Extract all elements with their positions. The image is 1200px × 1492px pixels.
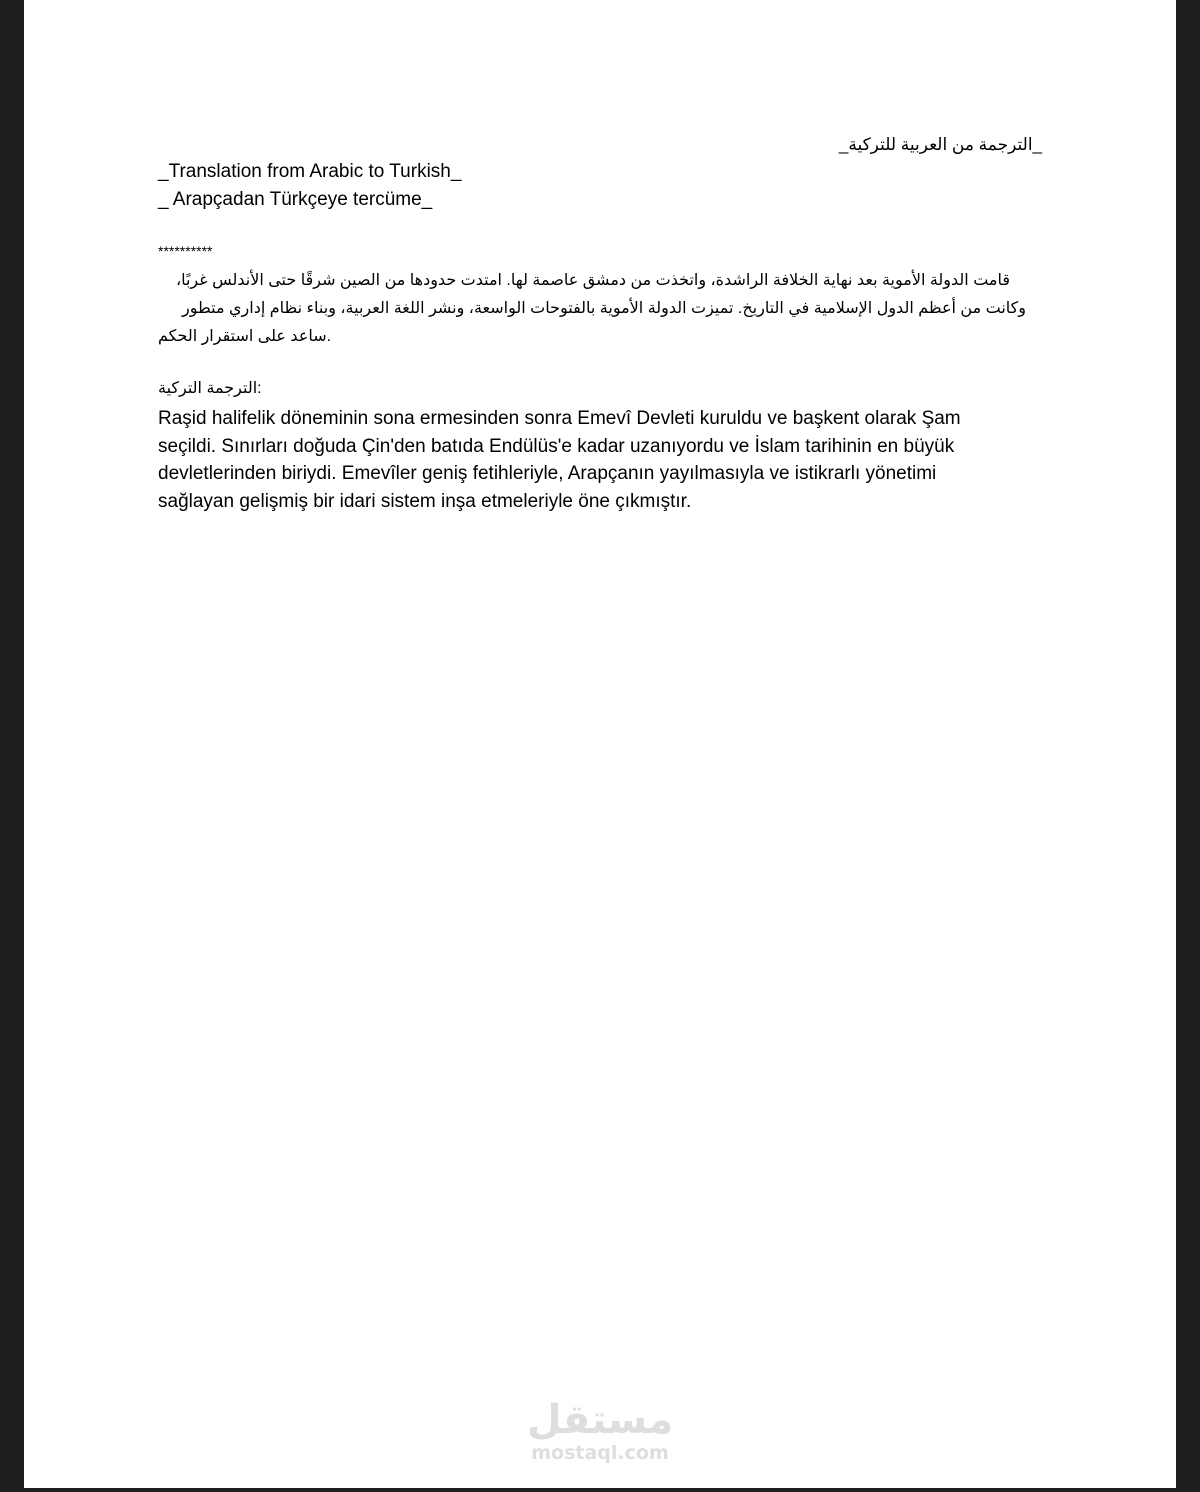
document-page (24, 0, 1176, 1488)
arabic-title: _الترجمة من العربية للتركية_ (838, 135, 1042, 154)
arabic-paragraph-line: وكانت من أعظم الدول الإسلامية في التاريخ. تميزت الدولة الأموية بالفتوحات الواسعة، ونشر اللغة العربية، وبناء نظام إداري متطور (182, 300, 1026, 317)
mostaql-watermark (524, 1398, 676, 1464)
watermark-url: mostaql.com (531, 1442, 669, 1464)
arabic-paragraph-line: قامت الدولة الأموية بعد نهاية الخلافة الراشدة، واتخذت من دمشق عاصمة لها. امتدت حدودها من الصين شرقًا حتى الأندلس غربًا، (175, 272, 1010, 289)
turkish-paragraph-line: seçildi. Sınırları doğuda Çin'den batıda Endülüs'e kadar uzanıyordu ve İslam tarihinin en büyük (158, 435, 955, 457)
separator-line: ********** (158, 243, 213, 259)
turkish-paragraph-line: sağlayan gelişmiş bir idari sistem inşa etmeleriyle öne çıkmıştır. (158, 490, 692, 512)
arabic-paragraph-line: .ساعد على استقرار الحكم (158, 328, 332, 345)
turkish-paragraph (158, 405, 1058, 515)
english-title: _Translation from Arabic to Turkish_ (158, 161, 462, 182)
turkish-title: _ Arapçadan Türkçeye tercüme_ (158, 189, 433, 210)
turkish-paragraph-line: devletlerinden biriydi. Emevîler geniş fetihleriyle, Arapçanın yayılmasıyla ve istikrarlı yönetimi (158, 463, 937, 484)
arabic-paragraph (158, 267, 1026, 351)
turkish-paragraph-line: Raşid halifelik döneminin sona ermesinden sonra Emevî Devleti kuruldu ve başkent olarak Şam (158, 408, 961, 429)
watermark-logo: مستقل (526, 1397, 674, 1443)
turkish-translation-label: الترجمة التركية: (158, 380, 262, 397)
